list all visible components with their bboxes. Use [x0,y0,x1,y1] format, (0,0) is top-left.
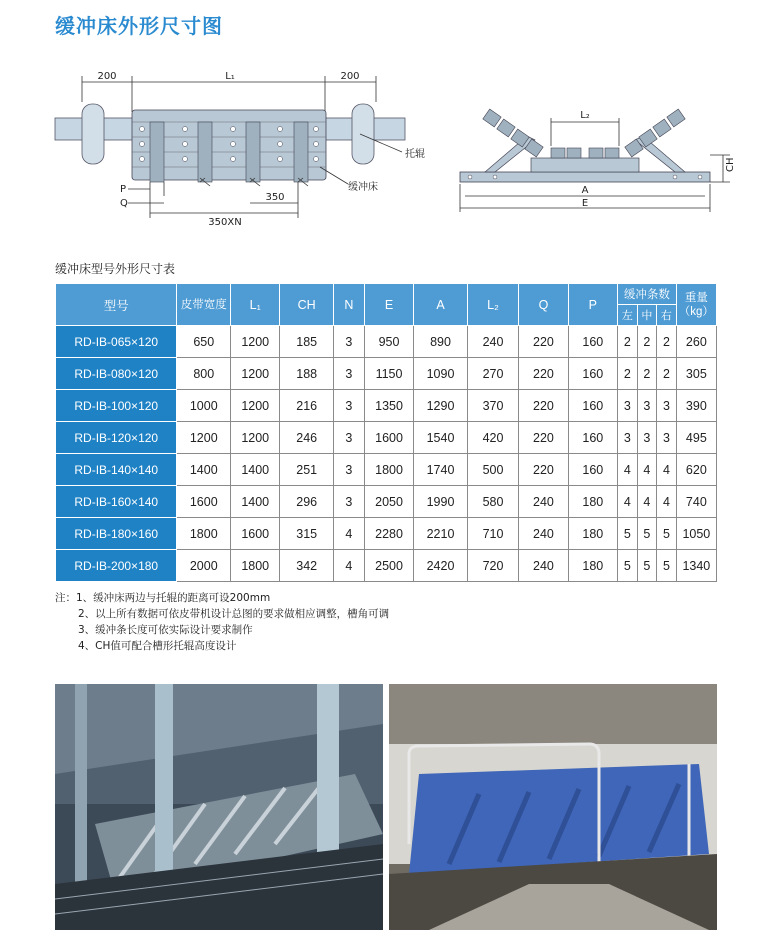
table-row [56,390,717,422]
header-l2: L₂ [467,284,518,326]
cell-weight: 1340 [676,550,716,582]
cell-belt: 2000 [177,550,231,582]
cell-model: RD-IB-100×120 [56,390,177,422]
cell-e: 950 [364,326,413,358]
cell-e: 1600 [364,422,413,454]
cell-left: 4 [618,486,638,518]
cell-left: 4 [618,454,638,486]
cell-right: 4 [657,454,677,486]
dim-200-right: 200 [340,71,360,82]
cell-weight: 495 [676,422,716,454]
dim-q: Q [120,198,128,209]
cell-belt: 800 [177,358,231,390]
cell-n: 3 [333,422,364,454]
note-1: 注：1、缓冲床两边与托辊的距离可设200mm [55,592,271,604]
cell-l2: 420 [467,422,518,454]
cell-mid: 3 [637,422,657,454]
dim-e: E [581,198,589,209]
header-left: 左 [618,305,638,326]
dim-l1: L₁ [225,71,235,82]
cell-q: 220 [519,390,568,422]
cell-right: 3 [657,422,677,454]
cell-ch: 216 [280,390,334,422]
table-row [56,550,717,582]
cell-belt: 1200 [177,422,231,454]
header-model: 型号 [56,284,177,326]
cell-l2: 370 [467,390,518,422]
cell-belt: 1000 [177,390,231,422]
table-row [56,454,717,486]
notes [55,590,389,654]
cell-q: 220 [519,454,568,486]
cell-right: 3 [657,390,677,422]
photo-installation-right [389,684,717,930]
cell-q: 240 [519,518,568,550]
label-idler: 托辊 [405,149,425,160]
cell-right: 5 [657,518,677,550]
table-row [56,358,717,390]
cell-a: 1990 [414,486,468,518]
dim-l2: L₂ [580,110,590,121]
cell-ch: 315 [280,518,334,550]
cell-model: RD-IB-160×140 [56,486,177,518]
cross-section-drawing [455,100,745,225]
header-ch: CH [280,284,334,326]
header-middle: 中 [637,305,657,326]
header-q: Q [519,284,568,326]
cell-a: 2420 [414,550,468,582]
cell-q: 240 [519,486,568,518]
note-2: 2、以上所有数据可依皮带机设计总图的要求做相应调整，槽角可调 [78,608,390,620]
cell-q: 220 [519,422,568,454]
cell-n: 3 [333,486,364,518]
dim-ch: CH [725,157,736,172]
cell-mid: 4 [637,486,657,518]
cell-mid: 4 [637,454,657,486]
header-e: E [364,284,413,326]
cell-q: 220 [519,358,568,390]
page-title: 缓冲床外形尺寸图 [55,14,223,38]
cell-weight: 305 [676,358,716,390]
cell-n: 4 [333,550,364,582]
cell-weight: 620 [676,454,716,486]
cell-n: 3 [333,358,364,390]
cell-p: 160 [568,454,617,486]
cell-l1: 1400 [231,454,280,486]
header-right: 右 [657,305,677,326]
cell-a: 890 [414,326,468,358]
cell-mid: 2 [637,326,657,358]
cell-l2: 500 [467,454,518,486]
dim-350: 350 [265,192,285,203]
cell-ch: 296 [280,486,334,518]
cell-ch: 188 [280,358,334,390]
cell-mid: 3 [637,390,657,422]
cell-mid: 2 [637,358,657,390]
cell-mid: 5 [637,550,657,582]
cell-left: 5 [618,550,638,582]
header-p: P [568,284,617,326]
cell-e: 2050 [364,486,413,518]
cell-n: 3 [333,454,364,486]
cell-ch: 246 [280,422,334,454]
cell-model: RD-IB-200×180 [56,550,177,582]
cell-q: 240 [519,550,568,582]
cell-n: 3 [333,326,364,358]
cell-e: 2500 [364,550,413,582]
cell-l1: 1200 [231,422,280,454]
cell-left: 2 [618,326,638,358]
table-row [56,486,717,518]
dim-200-left: 200 [97,71,117,82]
cell-p: 160 [568,326,617,358]
cell-e: 1150 [364,358,413,390]
label-bed: 缓冲床 [348,182,378,193]
cell-mid: 5 [637,518,657,550]
cell-a: 2210 [414,518,468,550]
cell-weight: 740 [676,486,716,518]
cell-right: 2 [657,326,677,358]
cell-ch: 342 [280,550,334,582]
table-title: 缓冲床型号外形尺寸表 [55,262,176,276]
photo-installation-left [55,684,383,930]
cell-a: 1090 [414,358,468,390]
cell-a: 1290 [414,390,468,422]
cell-e: 1800 [364,454,413,486]
table-row [56,422,717,454]
dim-a: A [581,185,589,196]
cell-weight: 390 [676,390,716,422]
cell-belt: 650 [177,326,231,358]
header-strips: 缓冲条数 [618,284,677,305]
cell-n: 3 [333,390,364,422]
header-n: N [333,284,364,326]
cell-right: 4 [657,486,677,518]
cell-l2: 240 [467,326,518,358]
cell-a: 1540 [414,422,468,454]
cell-model: RD-IB-120×120 [56,422,177,454]
cell-left: 3 [618,422,638,454]
cell-model: RD-IB-140×140 [56,454,177,486]
cell-left: 3 [618,390,638,422]
dim-350xn: 350XN [208,217,242,228]
dimension-table [55,283,717,582]
side-view-drawing [50,62,430,230]
cell-l1: 1800 [231,550,280,582]
cell-right: 2 [657,358,677,390]
header-belt-width: 皮带宽度 [177,284,231,326]
cell-belt: 1400 [177,454,231,486]
cell-l1: 1200 [231,358,280,390]
cell-belt: 1800 [177,518,231,550]
cell-n: 4 [333,518,364,550]
cell-p: 180 [568,518,617,550]
cell-a: 1740 [414,454,468,486]
cell-l1: 1200 [231,390,280,422]
cell-ch: 251 [280,454,334,486]
cell-p: 160 [568,422,617,454]
note-4: 4、CH值可配合槽形托辊高度设计 [78,640,237,652]
cell-model: RD-IB-080×120 [56,358,177,390]
cell-p: 180 [568,486,617,518]
cell-l1: 1600 [231,518,280,550]
cell-weight: 1050 [676,518,716,550]
header-weight: 重量（kg） [676,284,716,326]
header-a: A [414,284,468,326]
cell-p: 160 [568,390,617,422]
cell-l2: 270 [467,358,518,390]
cell-weight: 260 [676,326,716,358]
table-row [56,326,717,358]
cell-l1: 1200 [231,326,280,358]
cell-model: RD-IB-065×120 [56,326,177,358]
cell-p: 180 [568,550,617,582]
cell-e: 2280 [364,518,413,550]
cell-right: 5 [657,550,677,582]
table-row [56,518,717,550]
cell-q: 220 [519,326,568,358]
note-3: 3、缓冲条长度可依实际设计要求制作 [78,624,253,636]
dim-p: P [120,184,127,195]
cell-left: 2 [618,358,638,390]
cell-l2: 710 [467,518,518,550]
cell-belt: 1600 [177,486,231,518]
cell-l2: 720 [467,550,518,582]
cell-e: 1350 [364,390,413,422]
cell-l2: 580 [467,486,518,518]
header-l1: L₁ [231,284,280,326]
cell-l1: 1400 [231,486,280,518]
cell-p: 160 [568,358,617,390]
cell-left: 5 [618,518,638,550]
cell-model: RD-IB-180×160 [56,518,177,550]
cell-ch: 185 [280,326,334,358]
